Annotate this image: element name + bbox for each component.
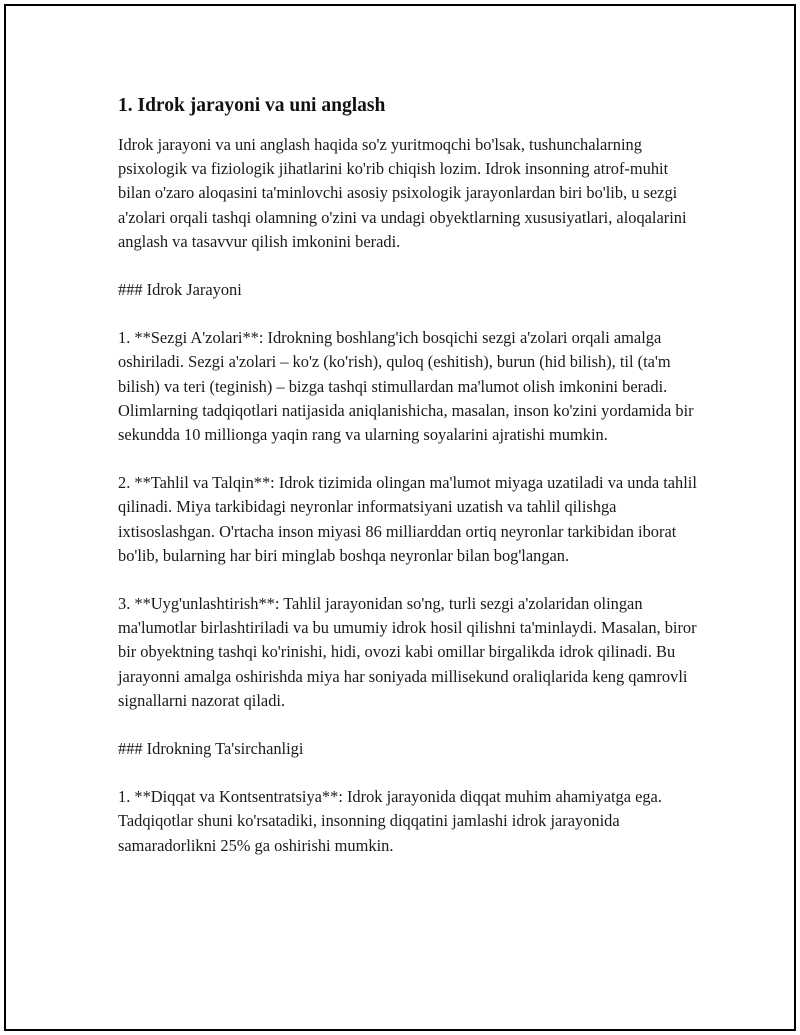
section-heading-idrok-jarayoni: ### Idrok Jarayoni (118, 280, 242, 300)
section-heading-idrokning-tasirchanligi: ### Idrokning Ta'sirchanligi (118, 739, 304, 759)
list-item-tahlil-va-talqin: 2. **Tahlil va Talqin**: Idrok tizimida olingan ma'lumot miyaga uzatiladi va unda tahlil qilinadi. Miya tarkibidagi neyronlar informatsiyani uzatish va tahlil qilishga ixtisoslashgan. O'rtacha inson miyasi 86 milliarddan ortiq neyronlar tarkibidan iborat bo'lib, bularning har biri minglab boshqa neyronlar bilan bog'langan. (118, 473, 697, 565)
list-item-uygunlashtirish: 3. **Uyg'unlashtirish**: Tahlil jarayonidan so'ng, turli sezgi a'zolaridan olingan ma'lumotlar birlashtiriladi va bu umumiy idrok hosil qilishni ta'minlaydi. Masalan, biror bir obyektning tashqi ko'rinishi, hidi, ovozi kabi omillar birgalikda idrok qilinadi. Bu jarayonni amalga oshirishda miya har soniyada millisekund oraliqlarida keng qamrovli signallarni nazorat qiladi. (118, 594, 697, 710)
document-title: 1. Idrok jarayoni va uni anglash (118, 95, 386, 116)
intro-paragraph: Idrok jarayoni va uni anglash haqida so'z yuritmoqchi bo'lsak, tushunchalarning psixologik va fiziologik jihatlarini ko'rib chiqish lozim. Idrok insonning atrof-muhit bilan o'zaro aloqasini ta'minlovchi asosiy psixologik jarayonlardan biri bo'lib, u sezgi a'zolari orqali tashqi olamning o'zini va undagi obyektlarning xususiyatlari, aloqalarini anglash va tasavvur qilish imkonini beradi. (118, 135, 687, 251)
list-item-diqqat-va-kontsentratsiya: 1. **Diqqat va Kontsentratsiya**: Idrok jarayonida diqqat muhim ahamiyatga ega. Tadqiqotlar shuni ko'rsatadiki, insonning diqqatini jamlashi idrok jarayonida samaradorlikni 25% ga oshirishi mumkin. (118, 787, 662, 855)
list-item-sezgi-azolari: 1. **Sezgi A'zolari**: Idrokning boshlang'ich bosqichi sezgi a'zolari orqali amalga oshiriladi. Sezgi a'zolari – ko'z (ko'rish), quloq (eshitish), burun (hid bilish), til (ta'm bilish) va teri (teginish) – bizga tashqi stimullardan ma'lumot olish imkonini beradi. Olimlarning tadqiqotlari natijasida aniqlanishicha, masalan, inson ko'zini yordamida bir sekundda 10 millionga yaqin rang va ularning soyalarini ajratishi mumkin. (118, 328, 694, 445)
document-body (118, 93, 698, 882)
